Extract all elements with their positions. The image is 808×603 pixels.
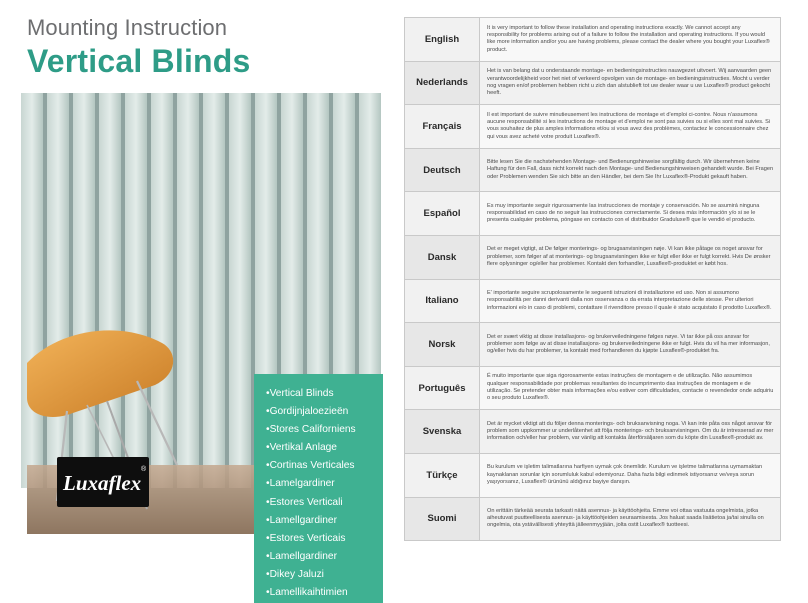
language-instructions-table	[404, 17, 781, 541]
language-instruction-text: Het is van belang dat u onderstaande montage- en bedieningsinstructies nauwgezet uitvoert. Wij aanvaarden geen verantwoordelijkheid voor het niet of verkeerd opvolgen van de montage- en bedieningsinstructies. Mocht u verder nog vragen en/of problemen hebben richt u zich dan alstublieft tot uw dealer waar u uw Luxaflex® product gekocht heeft.	[480, 61, 781, 105]
cover-panel	[0, 0, 404, 599]
language-row	[405, 453, 781, 497]
language-row	[405, 279, 781, 323]
language-row	[405, 61, 781, 105]
language-instruction-text: Bitte lesen Sie die nachstehenden Montage- und Bedienungshinweise sorgfältig durch. Wir übernehmen keine Haftung für den Fall, dass nicht korrekt nach den Montage- und Bedienungshinweisen gehandelt wurde. Bei Fragen oder Problemen wenden Sie sich bitte an den Händler, bei dem Sie Ihr Luxaflex®-Produkt gekauft haben.	[480, 148, 781, 192]
registered-mark: ®	[141, 466, 147, 473]
language-name: Nederlands	[405, 61, 480, 105]
product-name-item: • Stores Californiens	[266, 421, 383, 439]
language-instruction-text: Det er svært viktig at disse installasjons- og brukerveiledningene følges nøye. Vi tar ikke på oss ansvar for problemer som følge av at disse installasjons- og brukerveiledningene ikke er fulgt. Hvis du vil ha mer informasjon, og/eller hvis du har problemer, ta kontakt med forhandleren du kjøpte Luxaflex®-produktet fra.	[480, 323, 781, 367]
language-row	[405, 192, 781, 236]
language-name: Español	[405, 192, 480, 236]
product-name-item: • Vertical Blinds	[266, 385, 383, 403]
product-name-item: • Vertikal Anlage	[266, 439, 383, 457]
language-row	[405, 235, 781, 279]
language-instruction-text: Es muy importante seguir rigurosamente las instrucciones de montaje y conservación. No se asumirá ninguna responsabilidad en caso de no seguir las instrucciones correctamente. Si desea más información y/o si se le presenta cualquier problema, póngase en contacto con el distribuidor Graduluxe® que le vendió el producto.	[480, 192, 781, 236]
blind-slat	[73, 93, 95, 488]
language-name: Norsk	[405, 323, 480, 367]
language-name: English	[405, 18, 480, 62]
document-subtitle: Mounting Instruction	[27, 15, 228, 40]
language-instruction-text: On erittäin tärkeää seurata tarkasti näitä asennus- ja käyttöohjeita. Emme voi ottaa vastuuta ongelmista, jotka aiheutuvat puutteellisesta asennus- ja käyttöohjeiden seuraamisesta. Jos haluat saada lisätietoa ja/tai sinulla on ongelmia, ota ystävällisesti yhteyttä jälleenmyyjään, jolta ostit Luxaflex® tuotteesi.	[480, 497, 781, 541]
product-names-panel	[254, 374, 383, 603]
language-row	[405, 366, 781, 410]
language-name: Suomi	[405, 497, 480, 541]
language-name: Türkçe	[405, 453, 480, 497]
product-name-item: • Dikey Jaluzi	[266, 566, 383, 584]
blind-slat	[21, 93, 43, 488]
logo-wordmark: Luxaflex	[63, 471, 142, 495]
language-row	[405, 410, 781, 454]
language-name: Deutsch	[405, 148, 480, 192]
product-name-item: • Estores Verticais	[266, 530, 383, 548]
product-name-item: • Lamellgardiner	[266, 512, 383, 530]
language-instruction-text: E' importante seguire scrupolosamente le seguenti istruzioni di installazione ed uso. Non si assumono responsabilità per danni derivanti dalla non osservanza o da errata interpretazione delle stesse. Per ulteriori informazioni e/o in caso di problemi, contattare il rivenditore presso il quale è stato acquistato il prodotto Luxaflex®.	[480, 279, 781, 323]
blind-slat	[125, 93, 147, 488]
language-table-panel	[404, 17, 781, 541]
language-instruction-text: É muito importante que siga rigorosamente estas instruções de montagem e de utilização. Não assumimos qualquer responsabilidade por problemas resultantes do incumprimento das instruções de montagem e de utilização. Se pretender obter mais informações e/ou estiver com dificuldades, contacte o revendedor onde adquiriu o seu produto Luxaflex®.	[480, 366, 781, 410]
language-row	[405, 105, 781, 149]
language-instruction-text: Det er meget vigtigt, at De følger monterings- og brugsanvisningen nøje. Vi kan ikke påtage os noget ansvar for problemer, som følger af at monterings- og brugsanvisningen ikke er fulgt eller ikke er fulgt korrekt. Hvis De ønsker flere oplysninger og/eller har problemer. Kontakt den forhandler, Luxaflex®-produktet er købt hos.	[480, 235, 781, 279]
blind-slat	[229, 93, 251, 488]
language-instruction-text: It is very important to follow these installation and operating instructions exactly. We cannot accept any responsibility for problems arising out of a failure to follow the installation and operating instructions. If you would like more information and/or you are having problems, please contact the dealer where you bought your Luxaflex® product.	[480, 18, 781, 62]
language-instruction-text: Il est important de suivre minutieusement les instructions de montage et d'emploi ci-contre. Nous n'assumons aucune responsabilité si les instructions de montage et d'emploi ne sont pas suivies ou si elles sont mal suivies. Si vous souhaitez de plus amples informations et/ou si vous avez des problèmes, contactez le concessionnaire chez qui vous avez acheté votre produit Luxaflex®.	[480, 105, 781, 149]
product-name-item: • Lamelgardiner	[266, 475, 383, 493]
language-instruction-text: Det är mycket viktigt att du följer denna monterings- och bruksanvisning noga. Vi kan inte påta oss något ansvar för problem som uppkommer ur underlåtenhet att följa monterings- och bruksanvisningen. Om du är intresserad av mer information och/eller har problem, var vänlig att kontakta återförsäljaren som du köpte din Luxaflex®-produkt av.	[480, 410, 781, 454]
language-name: Français	[405, 105, 480, 149]
language-row	[405, 497, 781, 541]
product-name-item: • Estores Verticali	[266, 494, 383, 512]
language-row	[405, 18, 781, 62]
language-row	[405, 323, 781, 367]
product-name-item: • Cortinas Verticales	[266, 457, 383, 475]
blind-slat	[177, 93, 199, 488]
language-name: Italiano	[405, 279, 480, 323]
product-name-item: • Lamellgardiner	[266, 548, 383, 566]
blind-slat	[203, 93, 225, 488]
language-name: Dansk	[405, 235, 480, 279]
blind-slat	[151, 93, 173, 488]
product-name-item: • Lamellikaihtimien	[266, 584, 383, 602]
language-instruction-text: Bu kurulum ve işletim talimatlarına harfiyen uymak çok önemlidir. Kurulum ve işletme talimatlarına uymamaktan kaynaklanan sorunlar için sorumluluk kabul edemiyoruz. Daha fazla bilgi edinmek istiyorsanız ve/veya sorun yaşıyorsanız, Luxaflex® ürününü aldığınız bayiye danışın.	[480, 453, 781, 497]
language-name: Português	[405, 366, 480, 410]
document-title: Vertical Blinds	[27, 43, 251, 79]
language-row	[405, 148, 781, 192]
luxaflex-logo	[57, 457, 149, 507]
product-name-item: • Gordijnjaloezieën	[266, 403, 383, 421]
language-name: Svenska	[405, 410, 480, 454]
